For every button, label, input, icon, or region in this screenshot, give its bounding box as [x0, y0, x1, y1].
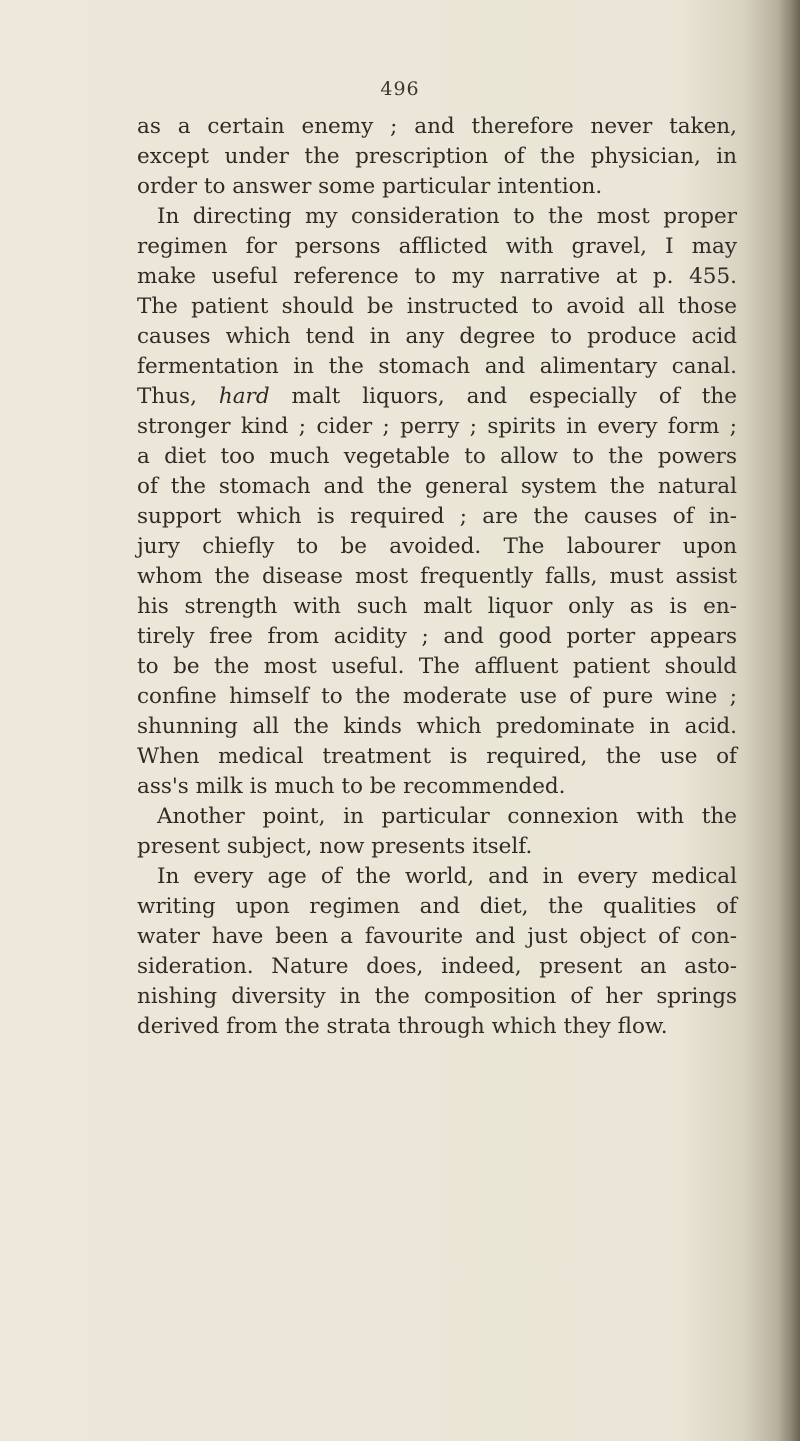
text-line: his strength with such malt liquor only as is en-: [137, 594, 737, 619]
text-line: sideration. Nature does, indeed, present an asto-: [137, 954, 737, 979]
text-line: make useful reference to my narrative at p. 455.: [137, 264, 737, 289]
text-line: as a certain enemy ; and therefore never taken,: [137, 114, 737, 139]
text-line: [137, 382, 737, 412]
text-line: whom the disease most frequently falls, must assist: [137, 564, 737, 589]
text-line: a diet too much vegetable to allow to the powers: [137, 444, 737, 469]
text-segment: malt liquors, and especially of the: [269, 384, 737, 409]
text-line: to be the most useful. The affluent patient should: [137, 654, 737, 679]
text-line: support which is required ; are the causes of in-: [137, 504, 737, 529]
text-line: confine himself to the moderate use of pure wine ;: [137, 684, 737, 709]
text-line: derived from the strata through which they flow.: [137, 1014, 668, 1039]
text-line: order to answer some particular intention.: [137, 174, 603, 199]
text-line: stronger kind ; cider ; perry ; spirits in every form ;: [137, 414, 737, 439]
text-line: nishing diversity in the composition of her springs: [137, 984, 737, 1009]
text-line: When medical treatment is required, the use of: [137, 744, 737, 769]
text-line: The patient should be instructed to avoid all those: [137, 294, 737, 319]
text-line: except under the prescription of the physician, in: [137, 144, 737, 169]
text-line: fermentation in the stomach and alimentary canal.: [137, 354, 737, 379]
paragraph-start-line: In every age of the world, and in every medical: [157, 864, 737, 889]
text-line: of the stomach and the general system the natural: [137, 474, 737, 499]
text-line: ass's milk is much to be recommended.: [137, 774, 566, 799]
text-segment: Thus,: [137, 384, 219, 409]
text-line: regimen for persons afflicted with gravel, I may: [137, 234, 737, 259]
page-number: 496: [380, 78, 420, 100]
text-line: water have been a favourite and just object of con-: [137, 924, 737, 949]
text-line: shunning all the kinds which predominate in acid.: [137, 714, 737, 739]
text-line: writing upon regimen and diet, the qualities of: [137, 894, 737, 919]
paragraph-start-line: In directing my consideration to the most proper: [157, 204, 737, 229]
binding-edge-shadow: [778, 0, 800, 1441]
italic-word: hard: [218, 384, 270, 409]
text-line: present subject, now presents itself.: [137, 834, 533, 859]
text-line: causes which tend in any degree to produce acid: [137, 324, 737, 349]
paragraph-start-line: Another point, in particular connexion with the: [157, 804, 737, 829]
body-text: [137, 112, 737, 1042]
text-line: tirely free from acidity ; and good porter appears: [137, 624, 737, 649]
text-line: jury chiefly to be avoided. The labourer upon: [137, 534, 737, 559]
